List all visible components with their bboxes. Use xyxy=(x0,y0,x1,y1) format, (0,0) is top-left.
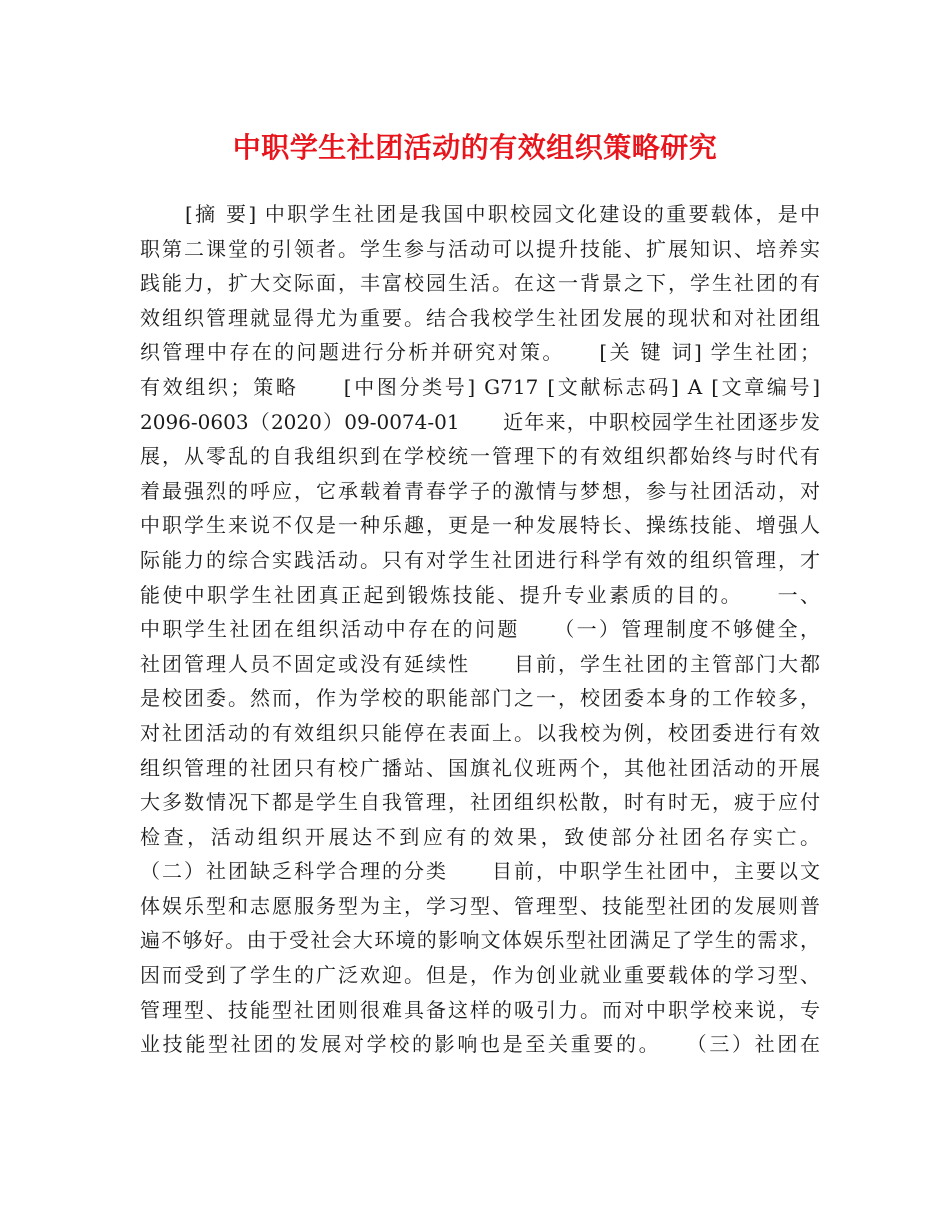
body-line: 2096-0603（2020）09-0074-01 近年来，中职校园学生社团逐步发 xyxy=(140,409,820,434)
body-line: 社团管理人员不固定或没有延续性 目前，学生社团的主管部门大都 xyxy=(140,651,820,676)
body-line: 体娱乐型和志愿服务型为主，学习型、管理型、技能型社团的发展则普 xyxy=(140,893,820,918)
document-title: 中职学生社团活动的有效组织策略研究 xyxy=(232,131,718,164)
body-line: 展，从零乱的自我组织到在学校统一管理下的有效组织都始终与时代有 xyxy=(140,444,820,469)
body-line: 有效组织；策略 [中图分类号] G717 [文献标志码] A [文章编号] xyxy=(140,374,820,399)
document-body xyxy=(140,197,820,1062)
body-line: 是校团委。然而，作为学校的职能部门之一，校团委本身的工作较多， xyxy=(140,686,820,711)
body-line: 着最强烈的呼应，它承载着青春学子的激情与梦想，参与社团活动，对 xyxy=(140,478,820,503)
body-line: 织管理中存在的问题进行分析并研究对策。 [关 键 词] 学生社团； xyxy=(140,340,820,365)
body-line: 检查，活动组织开展达不到应有的效果，致使部分社团名存实亡。 xyxy=(140,824,820,849)
body-line: 遍不够好。由于受社会大环境的影响文体娱乐型社团满足了学生的需求， xyxy=(140,928,820,953)
body-line: 践能力，扩大交际面，丰富校园生活。在这一背景之下，学生社团的有 xyxy=(140,271,820,296)
body-line: [摘 要] 中职学生社团是我国中职校园文化建设的重要载体，是中 xyxy=(185,202,820,226)
body-line: 际能力的综合实践活动。只有对学生社团进行科学有效的组织管理，才 xyxy=(140,547,820,572)
body-line: 大多数情况下都是学生自我管理，社团组织松散，时有时无，疲于应付 xyxy=(140,790,820,815)
body-line: 职第二课堂的引领者。学生参与活动可以提升技能、扩展知识、培养实 xyxy=(140,236,820,261)
body-line: 中职学生社团在组织活动中存在的问题 （一）管理制度不够健全， xyxy=(140,617,820,642)
body-line: 对社团活动的有效组织只能停在表面上。以我校为例，校团委进行有效 xyxy=(140,720,820,745)
body-line: 效组织管理就显得尤为重要。结合我校学生社团发展的现状和对社团组 xyxy=(140,305,820,330)
body-line: 业技能型社团的发展对学校的影响也是至关重要的。 （三）社团在 xyxy=(140,1032,820,1057)
body-line: 组织管理的社团只有校广播站、国旗礼仪班两个，其他社团活动的开展 xyxy=(140,755,820,780)
body-line: （二）社团缺乏科学合理的分类 目前，中职学生社团中，主要以文 xyxy=(140,859,820,884)
body-line: 能使中职学生社团真正起到锻炼技能、提升专业素质的目的。 一、 xyxy=(140,582,820,607)
body-line: 管理型、技能型社团则很难具备这样的吸引力。而对中职学校来说，专 xyxy=(140,997,820,1022)
body-line: 因而受到了学生的广泛欢迎。但是，作为创业就业重要载体的学习型、 xyxy=(140,963,820,988)
body-line: 中职学生来说不仅是一种乐趣，更是一种发展特长、操练技能、增强人 xyxy=(140,513,820,538)
